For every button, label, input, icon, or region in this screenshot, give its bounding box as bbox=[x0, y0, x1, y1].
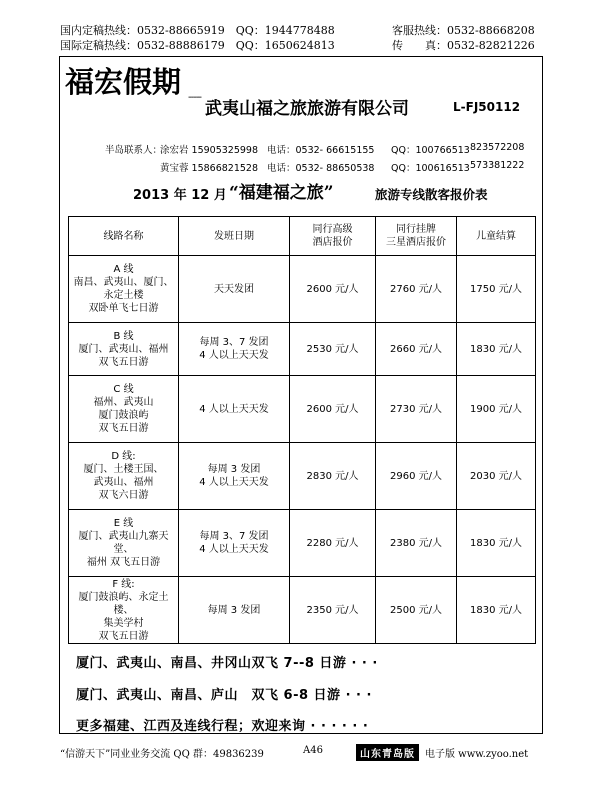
schedule-cell: 每周 3、7 发团 4 人以上天天发 bbox=[179, 510, 290, 577]
contact-qq: QQ：100616513 bbox=[391, 163, 470, 174]
contact-label: 半岛联系人： bbox=[105, 145, 163, 156]
child-price: 2030 元/人 bbox=[457, 443, 536, 510]
star-hotel-price: 2380 元/人 bbox=[376, 510, 457, 577]
international-hotline: 国际定稿热线：0532-88886179 QQ：1650624813 bbox=[60, 39, 335, 52]
schedule-cell: 天天发团 bbox=[179, 256, 290, 323]
edition-badge: 山东青岛版 bbox=[356, 744, 419, 761]
contact-extra: 573381222 bbox=[470, 160, 525, 171]
promo-line: 更多福建、江西及连线行程；欢迎来询 · · · · · · bbox=[76, 719, 369, 734]
contact-name-phone: 黄宝蓉 15866821528 bbox=[160, 163, 259, 174]
title-main: “福建福之旅” bbox=[229, 183, 334, 203]
company-name: 武夷山福之旅旅游有限公司 bbox=[205, 99, 409, 119]
title-date: 2013 年 12 月 bbox=[133, 188, 227, 203]
table-header-row bbox=[69, 217, 536, 256]
high-hotel-price: 2530 元/人 bbox=[290, 323, 376, 376]
route-cell: B 线 厦门、武夷山、福州 双飞五日游 bbox=[69, 323, 179, 376]
star-hotel-price: 2960 元/人 bbox=[376, 443, 457, 510]
page-number: A46 bbox=[303, 745, 323, 756]
contact-name-phone: 涂宏岩 15905325998 bbox=[160, 145, 259, 156]
high-hotel-price: 2280 元/人 bbox=[290, 510, 376, 577]
schedule-cell: 4 人以上天天发 bbox=[179, 376, 290, 443]
footer-qq-group: “信游天下”同业业务交流 QQ 群：49836239 bbox=[60, 749, 264, 760]
high-hotel-price: 2600 元/人 bbox=[290, 376, 376, 443]
brand-dashes: ----- bbox=[188, 92, 202, 103]
child-price: 1830 元/人 bbox=[457, 510, 536, 577]
high-hotel-price: 2600 元/人 bbox=[290, 256, 376, 323]
child-price: 1830 元/人 bbox=[457, 577, 536, 644]
route-cell: E 线 厦门、武夷山九寨天堂、 福州 双飞五日游 bbox=[69, 510, 179, 577]
route-cell: C 线 福州、武夷山 厦门鼓浪屿 双飞五日游 bbox=[69, 376, 179, 443]
high-hotel-price: 2830 元/人 bbox=[290, 443, 376, 510]
table-row bbox=[69, 443, 536, 510]
contact-qq: QQ：100766513 bbox=[391, 145, 470, 156]
license-number: L-FJ50112 bbox=[453, 100, 521, 114]
table-row bbox=[69, 323, 536, 376]
header-schedule: 发班日期 bbox=[179, 217, 290, 256]
schedule-cell: 每周 3 发团 4 人以上天天发 bbox=[179, 443, 290, 510]
contact-tel: 电话：0532- 88650538 bbox=[267, 163, 375, 174]
table-row bbox=[69, 376, 536, 443]
header-child: 儿童结算 bbox=[457, 217, 536, 256]
promo-line: 厦门、武夷山、南昌、庐山 双飞 6-8 日游 · · · bbox=[76, 688, 372, 703]
fax-number: 传 真：0532-82821226 bbox=[392, 39, 535, 52]
child-price: 1750 元/人 bbox=[457, 256, 536, 323]
contact-extra: 823572208 bbox=[470, 142, 525, 153]
child-price: 1900 元/人 bbox=[457, 376, 536, 443]
table-row bbox=[69, 577, 536, 644]
schedule-cell: 每周 3 发团 bbox=[179, 577, 290, 644]
star-hotel-price: 2660 元/人 bbox=[376, 323, 457, 376]
star-hotel-price: 2730 元/人 bbox=[376, 376, 457, 443]
table-row bbox=[69, 256, 536, 323]
table-row bbox=[69, 510, 536, 577]
child-price: 1830 元/人 bbox=[457, 323, 536, 376]
route-cell: F 线: 厦门鼓浪屿、永定土楼、 集美学村 双飞五日游 bbox=[69, 577, 179, 644]
star-hotel-price: 2500 元/人 bbox=[376, 577, 457, 644]
contact-tel: 电话：0532- 66615155 bbox=[267, 145, 375, 156]
header-route: 线路名称 bbox=[69, 217, 179, 256]
schedule-cell: 每周 3、7 发团 4 人以上天天发 bbox=[179, 323, 290, 376]
website-link[interactable]: 电子版 www.zyoo.net bbox=[425, 749, 529, 760]
price-table bbox=[68, 216, 536, 644]
title-sub: 旅游专线散客报价表 bbox=[375, 187, 488, 202]
route-cell: A 线 南昌、武夷山、厦门、 永定土楼 双卧单飞七日游 bbox=[69, 256, 179, 323]
promo-line: 厦门、武夷山、南昌、井冈山双飞 7--8 日游 · · · bbox=[76, 656, 378, 671]
header-star-hotel: 同行挂牌 三星酒店报价 bbox=[376, 217, 457, 256]
brand-logo: 福宏假期 bbox=[65, 65, 182, 99]
header-high-hotel: 同行高级 酒店报价 bbox=[290, 217, 376, 256]
service-hotline: 客服热线：0532-88668208 bbox=[392, 24, 535, 37]
star-hotel-price: 2760 元/人 bbox=[376, 256, 457, 323]
route-cell: D 线: 厦门、土楼王国、 武夷山、福州 双飞六日游 bbox=[69, 443, 179, 510]
domestic-hotline: 国内定稿热线：0532-88665919 QQ：1944778488 bbox=[60, 24, 335, 37]
high-hotel-price: 2350 元/人 bbox=[290, 577, 376, 644]
